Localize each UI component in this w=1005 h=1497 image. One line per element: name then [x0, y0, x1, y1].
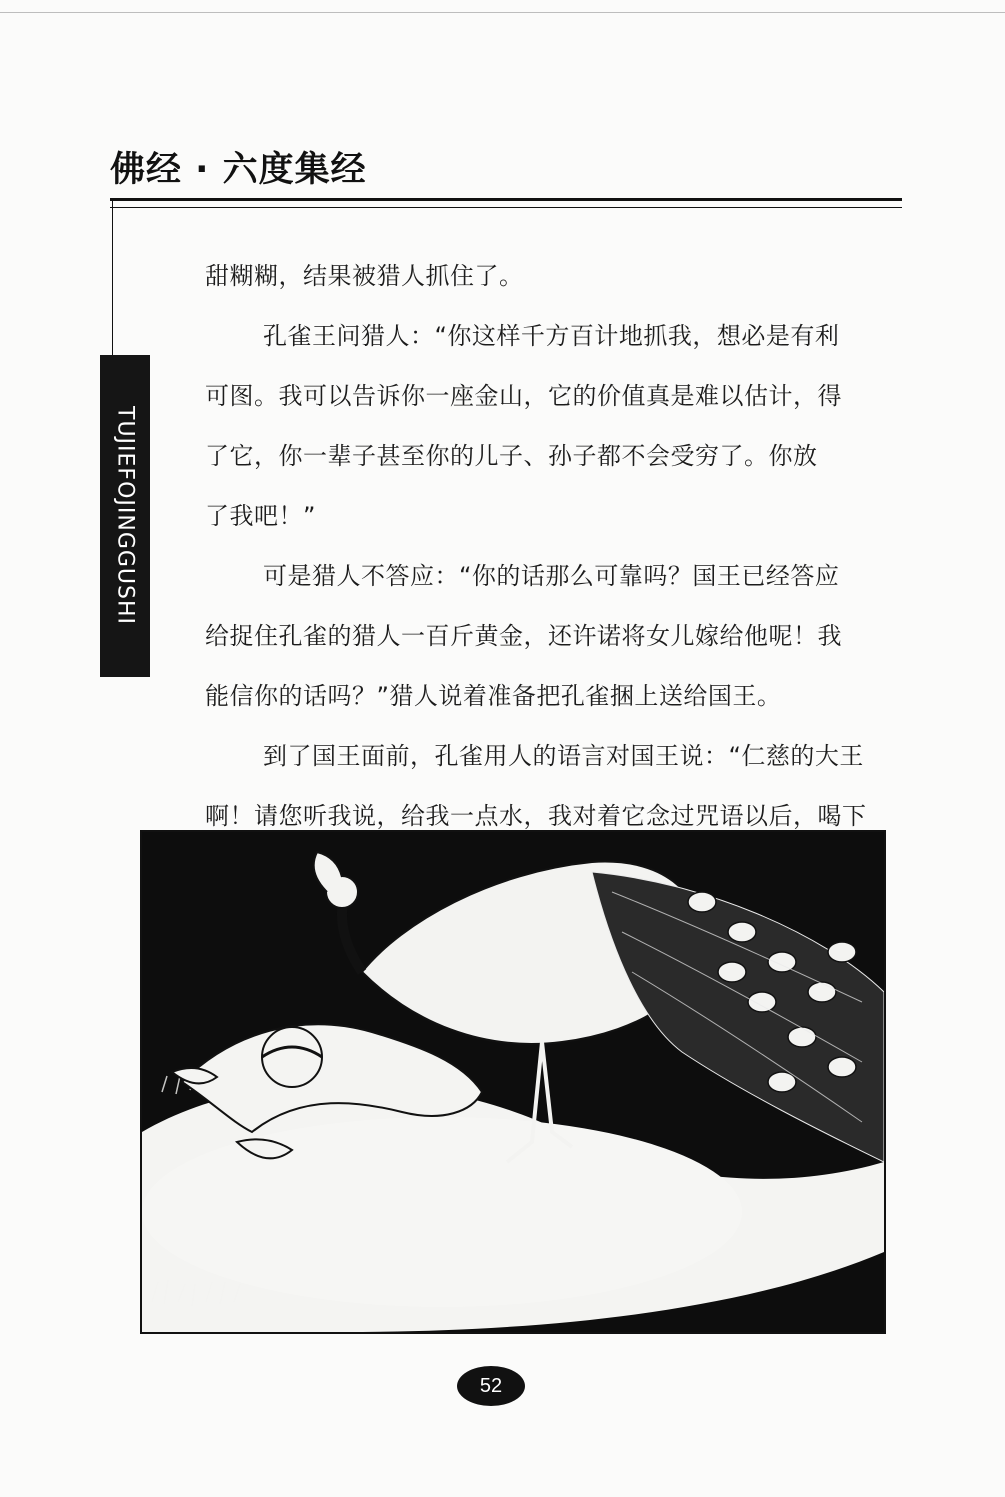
text-line: 可图。我可以告诉你一座金山，它的价值真是难以估计，得: [205, 382, 842, 410]
text-line: 了它，你一辈子甚至你的儿子、孙子都不会受穷了。你放: [205, 442, 818, 470]
illustration-svg: [142, 832, 884, 1332]
text-line: 啊！请您听我说，给我一点水，我对着它念过咒语以后，喝下: [205, 802, 867, 830]
header-rule-thin: [110, 207, 902, 208]
text-line: 能信你的话吗？”猎人说着准备把孔雀捆上送给国王。: [205, 682, 782, 710]
text-line: 可是猎人不答应：“你的话那么可靠吗？国王已经答应: [263, 562, 840, 590]
text-line: 孔雀王问猎人：“你这样千方百计地抓我，想必是有利: [263, 322, 840, 350]
side-tab-label: TUJIEFOJINGGUSHI: [112, 406, 138, 626]
top-rule: [0, 12, 1005, 13]
text-line: 给捉住孔雀的猎人一百斤黄金，还许诺将女儿嫁给他呢！我: [205, 622, 842, 650]
side-tab: [100, 355, 150, 677]
header-rule-vertical: [112, 198, 113, 368]
text-line: 到了国王面前，孔雀用人的语言对国王说：“仁慈的大王: [263, 742, 864, 770]
text-line: 了我吧！”: [205, 502, 316, 530]
text-line: 甜糊糊，结果被猎人抓住了。: [205, 262, 524, 290]
header-rule-thick: [110, 198, 902, 201]
page-number: 52: [457, 1366, 525, 1406]
illustration: [140, 830, 886, 1334]
page-header-title: 佛经 · 六度集经: [110, 150, 367, 190]
